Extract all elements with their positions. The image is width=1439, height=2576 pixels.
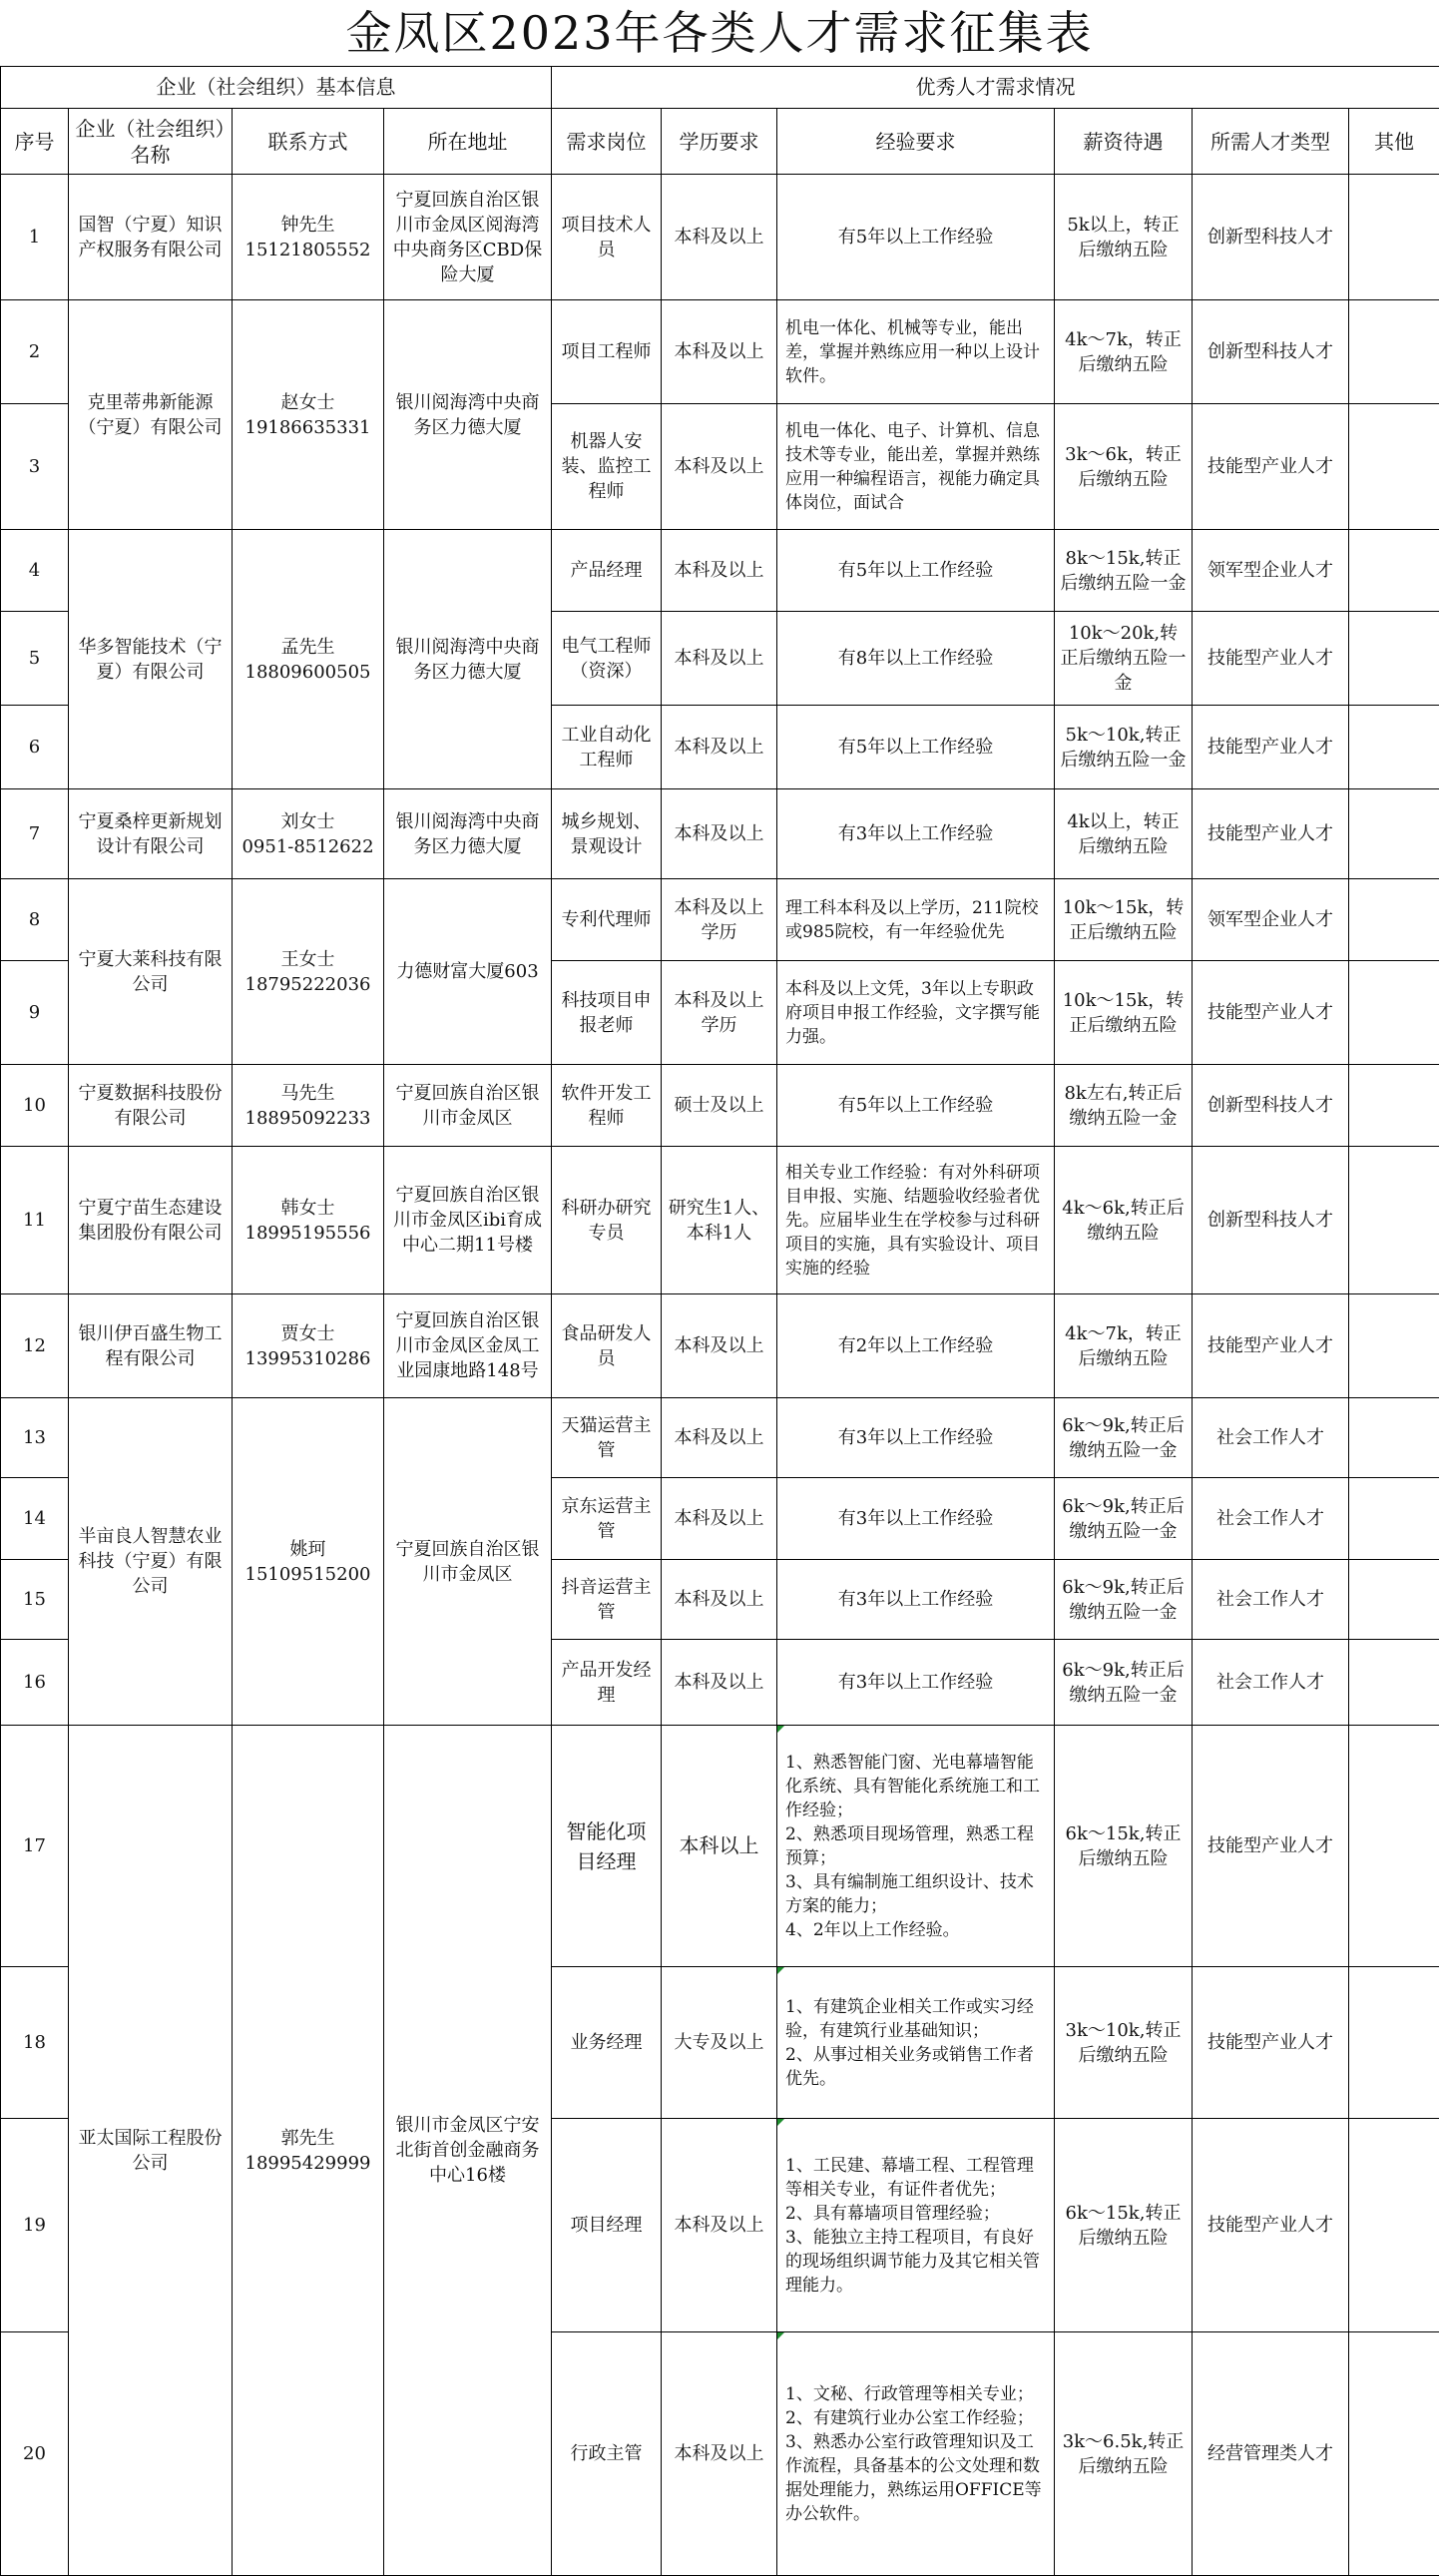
table-row <box>1 1726 1439 1967</box>
table-row <box>1 1065 1439 1147</box>
cell-experience <box>777 1147 1055 1294</box>
cell-other <box>1349 789 1439 879</box>
cell-education: 本科及以上学历 <box>662 879 777 961</box>
cell-no: 15 <box>1 1560 69 1640</box>
cell-contact <box>233 530 384 789</box>
cell-salary: 4k～7k，转正后缴纳五险 <box>1055 1294 1193 1398</box>
contact-name: 贾女士 <box>238 1321 378 1346</box>
experience-line: 3、能独立主持工程项目，有良好的现场组织调节能力及其它相关管理能力。 <box>785 2226 1046 2298</box>
cell-education: 本科及以上 <box>662 2119 777 2332</box>
contact-name: 赵女士 <box>238 390 378 415</box>
cell-address: 宁夏回族自治区银川市金凤区阅海湾中央商务区CBD保险大厦 <box>384 175 552 300</box>
cell-talent-type: 技能型产业人才 <box>1193 1726 1349 1967</box>
table-row <box>1 1294 1439 1398</box>
cell-experience <box>777 1726 1055 1967</box>
experience-line: 1、工民建、幕墙工程、工程管理等相关专业，有证件者优先； <box>785 2154 1046 2202</box>
col-header-company: 企业（社会组织）名称 <box>69 109 233 175</box>
cell-other <box>1349 612 1439 706</box>
cell-education: 大专及以上 <box>662 1967 777 2119</box>
experience-text: 理工科本科及以上学历，211院校或985院校，有一年经验优先 <box>785 896 1046 944</box>
cell-position: 食品研发人员 <box>552 1294 662 1398</box>
cell-talent-type: 社会工作人才 <box>1193 1560 1349 1640</box>
cell-salary: 10k～20k,转正后缴纳五险一金 <box>1055 612 1193 706</box>
cell-experience <box>777 2119 1055 2332</box>
contact-phone: 18895092233 <box>238 1106 378 1131</box>
cell-address: 银川市金凤区宁安北街首创金融商务中心16楼 <box>384 1726 552 2576</box>
sheet-title: 金凤区2023年各类人才需求征集表 <box>0 0 1439 66</box>
cell-contact <box>233 789 384 879</box>
section-header-row <box>1 67 1439 109</box>
cell-salary: 3k～6k，转正后缴纳五险 <box>1055 404 1193 530</box>
contact-name: 马先生 <box>238 1081 378 1106</box>
cell-experience: 有3年以上工作经验 <box>777 789 1055 879</box>
cell-company: 宁夏大莱科技有限公司 <box>69 879 233 1065</box>
cell-other <box>1349 1726 1439 1967</box>
cell-no: 1 <box>1 175 69 300</box>
experience-line: 2、有建筑行业办公室工作经验； <box>785 2406 1046 2430</box>
col-header-contact: 联系方式 <box>233 109 384 175</box>
cell-other <box>1349 2119 1439 2332</box>
col-header-education: 学历要求 <box>662 109 777 175</box>
cell-talent-type: 技能型产业人才 <box>1193 2119 1349 2332</box>
cell-education: 本科及以上学历 <box>662 961 777 1065</box>
cell-talent-type: 技能型产业人才 <box>1193 404 1349 530</box>
cell-education: 本科以上 <box>662 1726 777 1967</box>
cell-no: 5 <box>1 612 69 706</box>
cell-position: 电气工程师（资深） <box>552 612 662 706</box>
cell-other <box>1349 1065 1439 1147</box>
cell-position: 产品开发经理 <box>552 1640 662 1726</box>
cell-position: 机器人安装、监控工程师 <box>552 404 662 530</box>
cell-education: 本科及以上 <box>662 300 777 404</box>
cell-contact <box>233 1065 384 1147</box>
cell-position: 软件开发工程师 <box>552 1065 662 1147</box>
experience-line: 2、从事过相关业务或销售工作者优先。 <box>785 2043 1046 2091</box>
cell-no: 16 <box>1 1640 69 1726</box>
cell-position: 项目经理 <box>552 2119 662 2332</box>
section-header-basic: 企业（社会组织）基本信息 <box>1 67 552 109</box>
contact-phone: 18995195556 <box>238 1221 378 1246</box>
cell-talent-type: 社会工作人才 <box>1193 1398 1349 1478</box>
cell-salary: 3k～6.5k,转正后缴纳五险 <box>1055 2332 1193 2576</box>
col-header-other: 其他 <box>1349 109 1439 175</box>
cell-position: 京东运营主管 <box>552 1478 662 1560</box>
cell-no: 6 <box>1 706 69 789</box>
column-header-row <box>1 109 1439 175</box>
contact-phone: 18995429999 <box>238 2151 378 2176</box>
contact-name: 王女士 <box>238 947 378 972</box>
cell-company: 半亩良人智慧农业科技（宁夏）有限公司 <box>69 1398 233 1726</box>
contact-phone: 15121805552 <box>238 238 378 262</box>
contact-name: 姚珂 <box>238 1537 378 1562</box>
cell-position: 科技项目申报老师 <box>552 961 662 1065</box>
contact-name: 钟先生 <box>238 213 378 238</box>
table-row <box>1 530 1439 612</box>
cell-position: 业务经理 <box>552 1967 662 2119</box>
cell-no: 19 <box>1 2119 69 2332</box>
table-row <box>1 175 1439 300</box>
cell-contact <box>233 1726 384 2576</box>
contact-name: 孟先生 <box>238 635 378 660</box>
cell-no: 18 <box>1 1967 69 2119</box>
cell-salary: 10k～15k，转正后缴纳五险 <box>1055 879 1193 961</box>
experience-text: 相关专业工作经验：有对外科研项目申报、实施、结题验收经验者优先。应届毕业生在学校参与过科研项目的实施，具有实验设计、项目实施的经验 <box>785 1161 1046 1281</box>
cell-education: 本科及以上 <box>662 1294 777 1398</box>
cell-salary: 4k～7k，转正后缴纳五险 <box>1055 300 1193 404</box>
col-header-talent-type: 所需人才类型 <box>1193 109 1349 175</box>
cell-education: 硕士及以上 <box>662 1065 777 1147</box>
cell-education: 本科及以上 <box>662 404 777 530</box>
cell-education: 本科及以上 <box>662 175 777 300</box>
cell-position: 科研办研究专员 <box>552 1147 662 1294</box>
contact-phone: 18809600505 <box>238 660 378 685</box>
cell-position: 天猫运营主管 <box>552 1398 662 1478</box>
col-header-address: 所在地址 <box>384 109 552 175</box>
cell-experience: 有2年以上工作经验 <box>777 1294 1055 1398</box>
cell-position: 项目工程师 <box>552 300 662 404</box>
cell-education: 本科及以上 <box>662 789 777 879</box>
cell-talent-type: 技能型产业人才 <box>1193 1294 1349 1398</box>
cell-other <box>1349 706 1439 789</box>
cell-no: 10 <box>1 1065 69 1147</box>
contact-phone: 13995310286 <box>238 1346 378 1371</box>
cell-experience: 有3年以上工作经验 <box>777 1398 1055 1478</box>
experience-line: 1、文秘、行政管理等相关专业； <box>785 2382 1046 2406</box>
cell-contact <box>233 1398 384 1726</box>
cell-talent-type: 技能型产业人才 <box>1193 1967 1349 2119</box>
section-header-demand: 优秀人才需求情况 <box>552 67 1439 109</box>
cell-contact <box>233 1147 384 1294</box>
cell-company: 国智（宁夏）知识产权服务有限公司 <box>69 175 233 300</box>
cell-experience: 有3年以上工作经验 <box>777 1640 1055 1726</box>
cell-other <box>1349 1560 1439 1640</box>
cell-salary: 5k以上，转正后缴纳五险 <box>1055 175 1193 300</box>
cell-salary: 8k左右,转正后缴纳五险一金 <box>1055 1065 1193 1147</box>
cell-talent-type: 创新型科技人才 <box>1193 1147 1349 1294</box>
cell-education: 本科及以上 <box>662 706 777 789</box>
cell-no: 20 <box>1 2332 69 2576</box>
cell-experience: 有5年以上工作经验 <box>777 706 1055 789</box>
cell-no: 7 <box>1 789 69 879</box>
cell-no: 12 <box>1 1294 69 1398</box>
col-header-position: 需求岗位 <box>552 109 662 175</box>
cell-talent-type: 创新型科技人才 <box>1193 300 1349 404</box>
cell-address: 宁夏回族自治区银川市金凤区ibi育成中心二期11号楼 <box>384 1147 552 1294</box>
cell-education: 研究生1人、本科1人 <box>662 1147 777 1294</box>
cell-education: 本科及以上 <box>662 1560 777 1640</box>
contact-phone: 19186635331 <box>238 415 378 440</box>
cell-experience <box>777 2332 1055 2576</box>
cell-talent-type: 领军型企业人才 <box>1193 530 1349 612</box>
experience-line: 2、具有幕墙项目管理经验； <box>785 2202 1046 2226</box>
experience-text: 机电一体化、电子、计算机、信息技术等专业，能出差，掌握并熟练应用一种编程语言，视能力确定具体岗位，面试合 <box>785 419 1046 515</box>
cell-other <box>1349 1478 1439 1560</box>
cell-salary: 5k～10k,转正后缴纳五险一金 <box>1055 706 1193 789</box>
cell-position: 城乡规划、景观设计 <box>552 789 662 879</box>
cell-talent-type: 领军型企业人才 <box>1193 879 1349 961</box>
cell-no: 4 <box>1 530 69 612</box>
table-row <box>1 300 1439 404</box>
cell-company: 克里蒂弗新能源（宁夏）有限公司 <box>69 300 233 530</box>
cell-position: 项目技术人员 <box>552 175 662 300</box>
cell-experience <box>777 1967 1055 2119</box>
cell-contact <box>233 300 384 530</box>
cell-experience: 有5年以上工作经验 <box>777 530 1055 612</box>
cell-no: 14 <box>1 1478 69 1560</box>
cell-position: 产品经理 <box>552 530 662 612</box>
cell-address: 银川阅海湾中央商务区力德大厦 <box>384 530 552 789</box>
cell-education: 本科及以上 <box>662 612 777 706</box>
cell-other <box>1349 175 1439 300</box>
cell-salary: 3k～10k,转正后缴纳五险 <box>1055 1967 1193 2119</box>
cell-talent-type: 社会工作人才 <box>1193 1478 1349 1560</box>
col-header-no: 序号 <box>1 109 69 175</box>
cell-education: 本科及以上 <box>662 1398 777 1478</box>
cell-salary: 6k～9k,转正后缴纳五险一金 <box>1055 1398 1193 1478</box>
cell-experience: 有3年以上工作经验 <box>777 1478 1055 1560</box>
cell-experience: 有3年以上工作经验 <box>777 1560 1055 1640</box>
cell-salary: 6k～15k,转正后缴纳五险 <box>1055 2119 1193 2332</box>
table-row <box>1 1398 1439 1478</box>
cell-no: 11 <box>1 1147 69 1294</box>
cell-other <box>1349 1398 1439 1478</box>
cell-contact <box>233 175 384 300</box>
cell-company: 银川伊百盛生物工程有限公司 <box>69 1294 233 1398</box>
cell-education: 本科及以上 <box>662 2332 777 2576</box>
cell-address: 宁夏回族自治区银川市金凤区金凤工业园康地路148号 <box>384 1294 552 1398</box>
cell-other <box>1349 404 1439 530</box>
cell-salary: 4k～6k,转正后缴纳五险 <box>1055 1147 1193 1294</box>
cell-experience <box>777 404 1055 530</box>
table-row <box>1 1147 1439 1294</box>
table-row <box>1 879 1439 961</box>
cell-position: 抖音运营主管 <box>552 1560 662 1640</box>
cell-position: 行政主管 <box>552 2332 662 2576</box>
cell-salary: 6k～9k,转正后缴纳五险一金 <box>1055 1560 1193 1640</box>
cell-address: 银川阅海湾中央商务区力德大厦 <box>384 300 552 530</box>
cell-other <box>1349 1294 1439 1398</box>
cell-company: 宁夏宁苗生态建设集团股份有限公司 <box>69 1147 233 1294</box>
experience-line: 3、熟悉办公室行政管理知识及工作流程，具备基本的公文处理和数据处理能力，熟练运用OFFICE等办公软件。 <box>785 2430 1046 2526</box>
cell-no: 2 <box>1 300 69 404</box>
cell-no: 17 <box>1 1726 69 1967</box>
cell-other <box>1349 300 1439 404</box>
cell-talent-type: 技能型产业人才 <box>1193 612 1349 706</box>
cell-address: 宁夏回族自治区银川市金凤区 <box>384 1398 552 1726</box>
cell-talent-type: 创新型科技人才 <box>1193 1065 1349 1147</box>
cell-company: 宁夏桑梓更新规划设计有限公司 <box>69 789 233 879</box>
cell-no: 13 <box>1 1398 69 1478</box>
cell-other <box>1349 2332 1439 2576</box>
cell-address: 银川阅海湾中央商务区力德大厦 <box>384 789 552 879</box>
cell-no: 3 <box>1 404 69 530</box>
cell-position: 智能化项目经理 <box>552 1726 662 1967</box>
cell-talent-type: 技能型产业人才 <box>1193 961 1349 1065</box>
salary-text: 8k～15k,转正后缴纳五险一金 <box>1060 546 1187 596</box>
cell-other <box>1349 961 1439 1065</box>
experience-line: 1、熟悉智能门窗、光电幕墙智能化系统、具有智能化系统施工和工作经验； <box>785 1751 1046 1822</box>
cell-salary: 6k～15k,转正后缴纳五险 <box>1055 1726 1193 1967</box>
cell-no: 9 <box>1 961 69 1065</box>
cell-contact <box>233 1294 384 1398</box>
cell-education: 本科及以上 <box>662 530 777 612</box>
cell-education: 本科及以上 <box>662 1640 777 1726</box>
talent-demand-table <box>0 66 1439 2576</box>
cell-other <box>1349 1640 1439 1726</box>
contact-name: 郭先生 <box>238 2126 378 2151</box>
cell-talent-type: 社会工作人才 <box>1193 1640 1349 1726</box>
col-header-salary: 薪资待遇 <box>1055 109 1193 175</box>
cell-talent-type: 经营管理类人才 <box>1193 2332 1349 2576</box>
cell-salary: 6k～9k,转正后缴纳五险一金 <box>1055 1478 1193 1560</box>
cell-other <box>1349 1967 1439 2119</box>
cell-company: 亚太国际工程股份公司 <box>69 1726 233 2576</box>
cell-experience: 有8年以上工作经验 <box>777 612 1055 706</box>
cell-salary: 10k～15k，转正后缴纳五险 <box>1055 961 1193 1065</box>
cell-experience: 本科及以上文凭，3年以上专职政府项目申报工作经验，文字撰写能力强。 <box>777 961 1055 1065</box>
cell-talent-type: 技能型产业人才 <box>1193 706 1349 789</box>
cell-talent-type: 技能型产业人才 <box>1193 789 1349 879</box>
experience-line: 3、具有编制施工组织设计、技术方案的能力； <box>785 1870 1046 1918</box>
cell-experience: 机电一体化、机械等专业，能出差，掌握并熟练应用一种以上设计软件。 <box>777 300 1055 404</box>
cell-talent-type: 创新型科技人才 <box>1193 175 1349 300</box>
contact-phone: 0951-8512622 <box>238 834 378 859</box>
experience-line: 1、有建筑企业相关工作或实习经验，有建筑行业基础知识； <box>785 1995 1046 2043</box>
cell-salary <box>1055 530 1193 612</box>
cell-experience: 有5年以上工作经验 <box>777 1065 1055 1147</box>
cell-address: 力德财富大厦603 <box>384 879 552 1065</box>
cell-experience <box>777 879 1055 961</box>
cell-company: 宁夏数据科技股份有限公司 <box>69 1065 233 1147</box>
cell-other <box>1349 530 1439 612</box>
contact-phone: 18795222036 <box>238 972 378 997</box>
cell-no: 8 <box>1 879 69 961</box>
experience-line: 4、2年以上工作经验。 <box>785 1918 1046 1942</box>
contact-name: 刘女士 <box>238 809 378 834</box>
cell-company: 华多智能技术（宁夏）有限公司 <box>69 530 233 789</box>
contact-name: 韩女士 <box>238 1196 378 1221</box>
cell-salary: 4k以上，转正后缴纳五险 <box>1055 789 1193 879</box>
cell-other <box>1349 879 1439 961</box>
cell-address: 宁夏回族自治区银川市金凤区 <box>384 1065 552 1147</box>
experience-line: 2、熟悉项目现场管理，熟悉工程预算； <box>785 1822 1046 1870</box>
table-row <box>1 789 1439 879</box>
cell-position: 专利代理师 <box>552 879 662 961</box>
cell-other <box>1349 1147 1439 1294</box>
cell-experience: 有5年以上工作经验 <box>777 175 1055 300</box>
cell-education: 本科及以上 <box>662 1478 777 1560</box>
col-header-experience: 经验要求 <box>777 109 1055 175</box>
contact-phone: 15109515200 <box>238 1562 378 1587</box>
cell-salary: 6k～9k,转正后缴纳五险一金 <box>1055 1640 1193 1726</box>
cell-position: 工业自动化工程师 <box>552 706 662 789</box>
cell-contact <box>233 879 384 1065</box>
